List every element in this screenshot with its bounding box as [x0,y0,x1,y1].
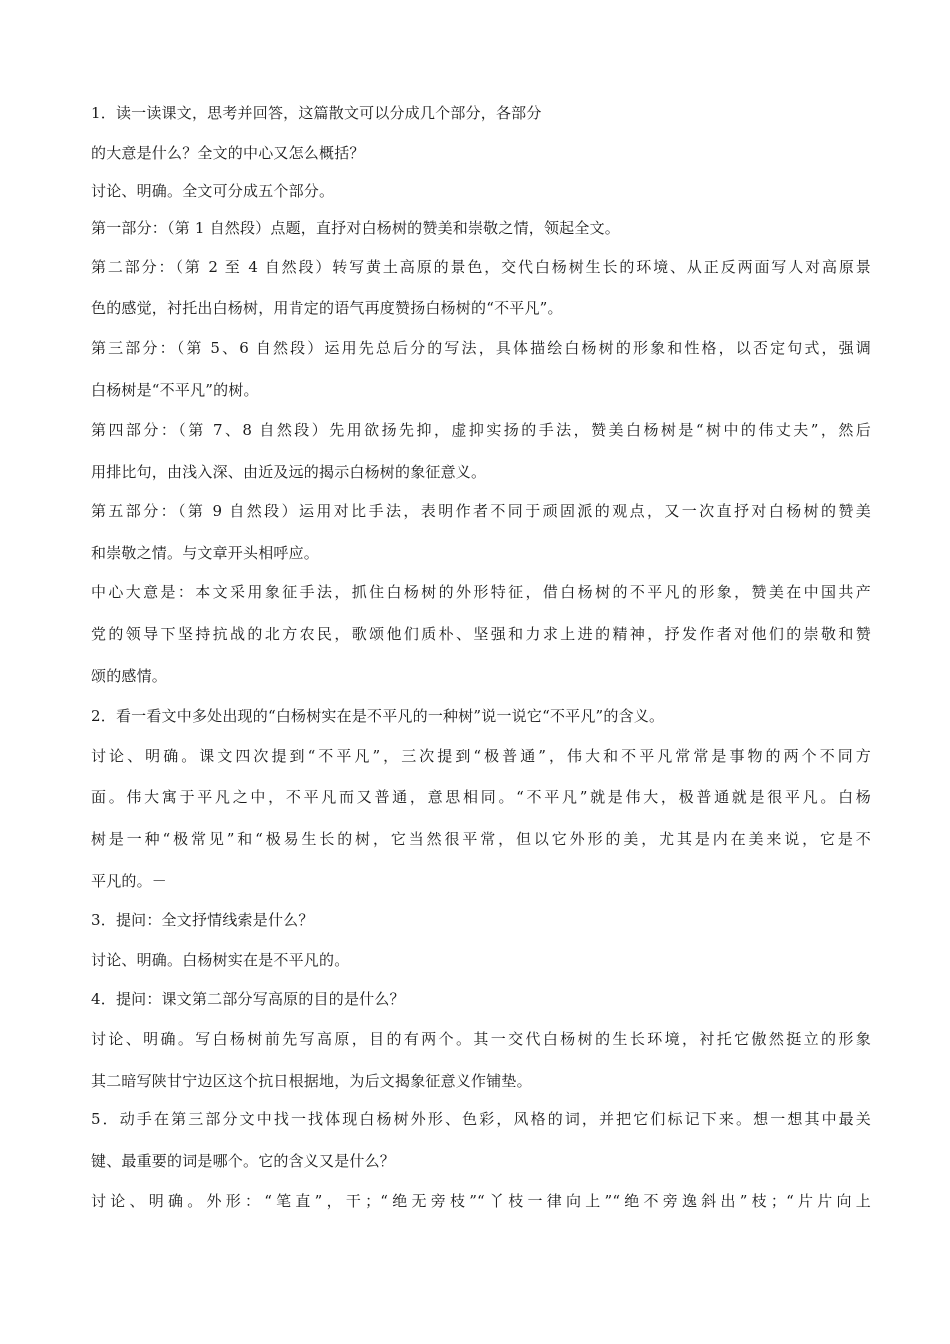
question-3-text: 3．提问：全文抒情线索是什么？ [91,911,314,929]
question-5-line-1: 5．动手在第三部分文中找一找体现白杨树外形、色彩，风格的词，并把它们标记下来。想一想其中最关 [91,1110,871,1128]
part-four-line-1: 第四部分：（第 7、8 自然段）先用欲扬先抑，虚抑实扬的手法，赞美白杨树是“树中的伟丈夫”，然后 [91,421,871,439]
question-1-line-2: 的大意是什么？全文的中心又怎么概括？ [91,144,365,162]
part-five-line-2: 和崇敬之情。与文章开头相呼应。 [91,544,320,562]
question-2-text: 2．看一看文中多处出现的“白杨树实在是不平凡的一种树”说一说它“不平凡”的含义。 [91,707,665,725]
part-two-line-2: 色的感觉，衬托出白杨树，用肯定的语气再度赞扬白杨树的“不平凡”。 [91,299,563,317]
part-four-line-2: 用排比句，由浅入深、由近及远的揭示白杨树的象征意义。 [91,463,487,481]
central-idea-line-2: 党的领导下坚持抗战的北方农民，歌颂他们质朴、坚强和力求上进的精神，抒发作者对他们的崇敬和赞 [91,625,871,643]
question-1-line-1: 1．读一读课文，思考并回答，这篇散文可以分成几个部分，各部分 [91,104,542,122]
answer-2-line-3: 树是一种“极常见”和“极易生长的树，它当然很平常，但以它外形的美，尤其是内在美来说，它是不 [91,830,871,848]
answer-1-intro: 讨论、明确。全文可分成五个部分。 [91,182,335,200]
answer-5-line-1: 讨论、明确。外形：“笔直”，干；“绝无旁枝”“丫枝一律向上”“绝不旁逸斜出”枝；“片片向上 [91,1192,871,1210]
part-three-line-1: 第三部分：（第 5、6 自然段）运用先总后分的写法，具体描绘白杨树的形象和性格，以否定句式，强调 [91,339,871,357]
answer-3-text: 讨论、明确。白杨树实在是不平凡的。 [91,951,350,969]
question-4-text: 4．提问：课文第二部分写高原的目的是什么？ [91,990,405,1008]
part-two-line-1: 第二部分：（第 2 至 4 自然段）转写黄土高原的景色，交代白杨树生长的环境、从正反两面写人对高原景 [91,258,871,276]
answer-2-line-2: 面。伟大寓于平凡之中，不平凡而又普通，意思相同。“不平凡”就是伟大，极普通就是很平凡。白杨 [91,788,871,806]
answer-4-line-2: 其二暗写陕甘宁边区这个抗日根据地，为后文揭象征意义作铺垫。 [91,1072,532,1090]
answer-4-line-1: 讨论、明确。写白杨树前先写高原，目的有两个。其一交代白杨树的生长环境，衬托它傲然挺立的形象 [91,1030,871,1048]
answer-2-line-1: 讨论、明确。课文四次提到“不平凡”，三次提到“极普通”，伟大和不平凡常常是事物的两个不同方 [91,747,871,765]
central-idea-line-1: 中心大意是：本文采用象征手法，抓住白杨树的外形特征，借白杨树的不平凡的形象，赞美在中国共产 [91,583,871,601]
answer-2-line-4: 平凡的。－ [91,872,168,890]
part-five-line-1: 第五部分：（第 9 自然段）运用对比手法，表明作者不同于顽固派的观点，又一次直抒对白杨树的赞美 [91,502,871,520]
part-three-line-2: 白杨树是“不平凡”的树。 [91,381,259,399]
question-5-line-2: 键、最重要的词是哪个。它的含义又是什么？ [91,1152,396,1170]
part-one-text: 第一部分：（第 1 自然段）点题，直抒对白杨树的赞美和崇敬之情，领起全文。 [91,219,620,237]
central-idea-line-3: 颂的感情。 [91,667,168,685]
